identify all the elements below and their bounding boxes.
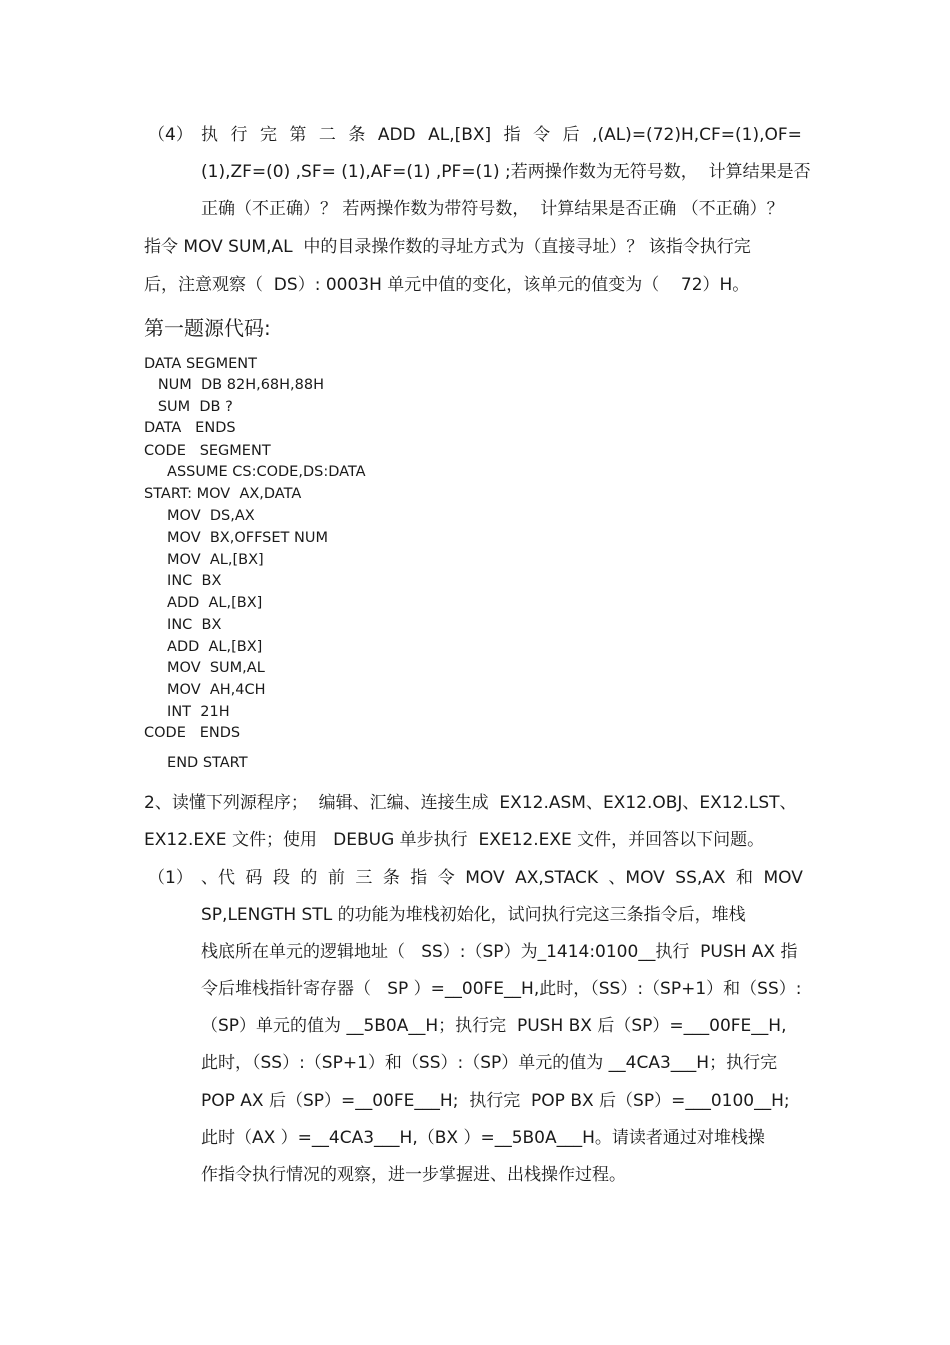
code-line: MOV AL,[BX] bbox=[144, 552, 264, 568]
code-line: ASSUME CS:CODE,DS:DATA bbox=[144, 464, 366, 480]
q2-1-line-5: （SP）单元的值为 __5B0A__H；执行完 PUSH BX 后（SP）=___00FE__H, bbox=[201, 1016, 787, 1036]
q2-1-line-1 bbox=[201, 870, 803, 887]
code-line: SUM DB ? bbox=[144, 399, 233, 415]
word: AX,STACK bbox=[515, 868, 598, 888]
code-line: INT 21H bbox=[144, 704, 230, 720]
word: MOV bbox=[763, 868, 803, 888]
word: 段 bbox=[272, 868, 290, 888]
code-line: INC BX bbox=[144, 573, 222, 589]
code-line: MOV SUM,AL bbox=[144, 660, 265, 676]
code-line: END START bbox=[144, 755, 248, 771]
code-line: MOV AH,4CH bbox=[144, 682, 266, 698]
q2-1-line-2: SP,LENGTH STL 的功能为堆栈初始化，试问执行完这三条指令后，堆栈 bbox=[201, 905, 746, 925]
word: 指 bbox=[410, 868, 428, 888]
word: 条 bbox=[348, 125, 366, 145]
word: 前 bbox=[327, 868, 345, 888]
q2-line-2: EX12.EXE 文件；使用 DEBUG 单步执行 EXE12.EXE 文件，并回答以下问题。 bbox=[144, 830, 765, 850]
word: 、代 bbox=[201, 868, 235, 888]
code-line: NUM DB 82H,68H,88H bbox=[144, 377, 325, 393]
code-line: INC BX bbox=[144, 617, 222, 633]
word: MOV bbox=[465, 868, 505, 888]
q4-line-3: 正确（不正确）？ 若两操作数为带符号数， 计算结果是否正确 （不正确）？ bbox=[201, 199, 784, 219]
code-line: DATA SEGMENT bbox=[144, 356, 257, 372]
word: 完 bbox=[259, 125, 277, 145]
q4-line-5: 后，注意观察（ DS）: 0003H 单元中值的变化，该单元的值变为（ 72）H。 bbox=[144, 275, 750, 295]
code-line: CODE SEGMENT bbox=[144, 443, 271, 459]
code-line: MOV DS,AX bbox=[144, 508, 255, 524]
code-line: CODE ENDS bbox=[144, 725, 241, 741]
code-line: START: MOV AX,DATA bbox=[144, 486, 302, 502]
word: 行 bbox=[230, 125, 248, 145]
q2-1-line-3: 栈底所在单元的逻辑地址（ SS）:（SP）为_1414:0100__执行 PUSH AX 指 bbox=[201, 942, 798, 962]
q2-1-line-4: 令后堆栈指针寄存器（ SP ）=__00FE__H,此时，（SS）:（SP+1）和（SS）: bbox=[201, 979, 802, 999]
q2-1-line-8: 此时（AX ）=__4CA3___H,（BX ）=__5B0A___H。请读者通过对堆栈操 bbox=[201, 1128, 765, 1148]
q4-line-2: (1),ZF=(0) ,SF= (1),AF=(1) ,PF=(1) ;若两操作数为无符号数， 计算结果是否 bbox=[201, 162, 811, 182]
q4-label: （4） bbox=[148, 125, 193, 145]
q2-line-1: 2、读懂下列源程序； 编辑、汇编、连接生成 EX12.ASM、EX12.OBJ、EX12.LST、 bbox=[144, 793, 797, 813]
word: 后 bbox=[562, 125, 580, 145]
word: ,(AL)=(72)H,CF=(1),OF= bbox=[592, 125, 802, 145]
word: 执 bbox=[201, 125, 218, 145]
word: AL,[BX] bbox=[428, 125, 492, 145]
code-line: ADD AL,[BX] bbox=[144, 639, 263, 655]
code-line: DATA ENDS bbox=[144, 420, 236, 436]
word: 令 bbox=[437, 868, 455, 888]
q2-1-label: （1） bbox=[148, 868, 193, 888]
word: 指 bbox=[503, 125, 521, 145]
word: SS,AX bbox=[675, 868, 726, 888]
code-line: MOV BX,OFFSET NUM bbox=[144, 530, 328, 546]
word: 令 bbox=[533, 125, 551, 145]
word: 、MOV bbox=[608, 868, 665, 888]
word: 三 bbox=[355, 868, 373, 888]
word: 的 bbox=[300, 868, 318, 888]
word: 条 bbox=[382, 868, 400, 888]
q4-line-1 bbox=[201, 127, 802, 144]
word: 和 bbox=[736, 868, 754, 888]
q4-line-4: 指令 MOV SUM,AL 中的目录操作数的寻址方式为（直接寻址）？ 该指令执行完 bbox=[144, 237, 751, 257]
q2-1-line-6: 此时，（SS）:（SP+1）和（SS）:（SP）单元的值为 __4CA3___H；执行完 bbox=[201, 1053, 778, 1073]
word: 码 bbox=[245, 868, 263, 888]
word: ADD bbox=[377, 125, 416, 145]
code-line: ADD AL,[BX] bbox=[144, 595, 263, 611]
word: 第 bbox=[289, 125, 307, 145]
section-heading: 第一题源代码: bbox=[144, 316, 271, 340]
word: 二 bbox=[318, 125, 336, 145]
q2-1-line-9: 作指令执行情况的观察，进一步掌握进、出栈操作过程。 bbox=[201, 1165, 626, 1185]
q2-1-line-7: POP AX 后（SP）=__00FE___H; 执行完 POP BX 后（SP）=___0100__H; bbox=[201, 1091, 790, 1111]
